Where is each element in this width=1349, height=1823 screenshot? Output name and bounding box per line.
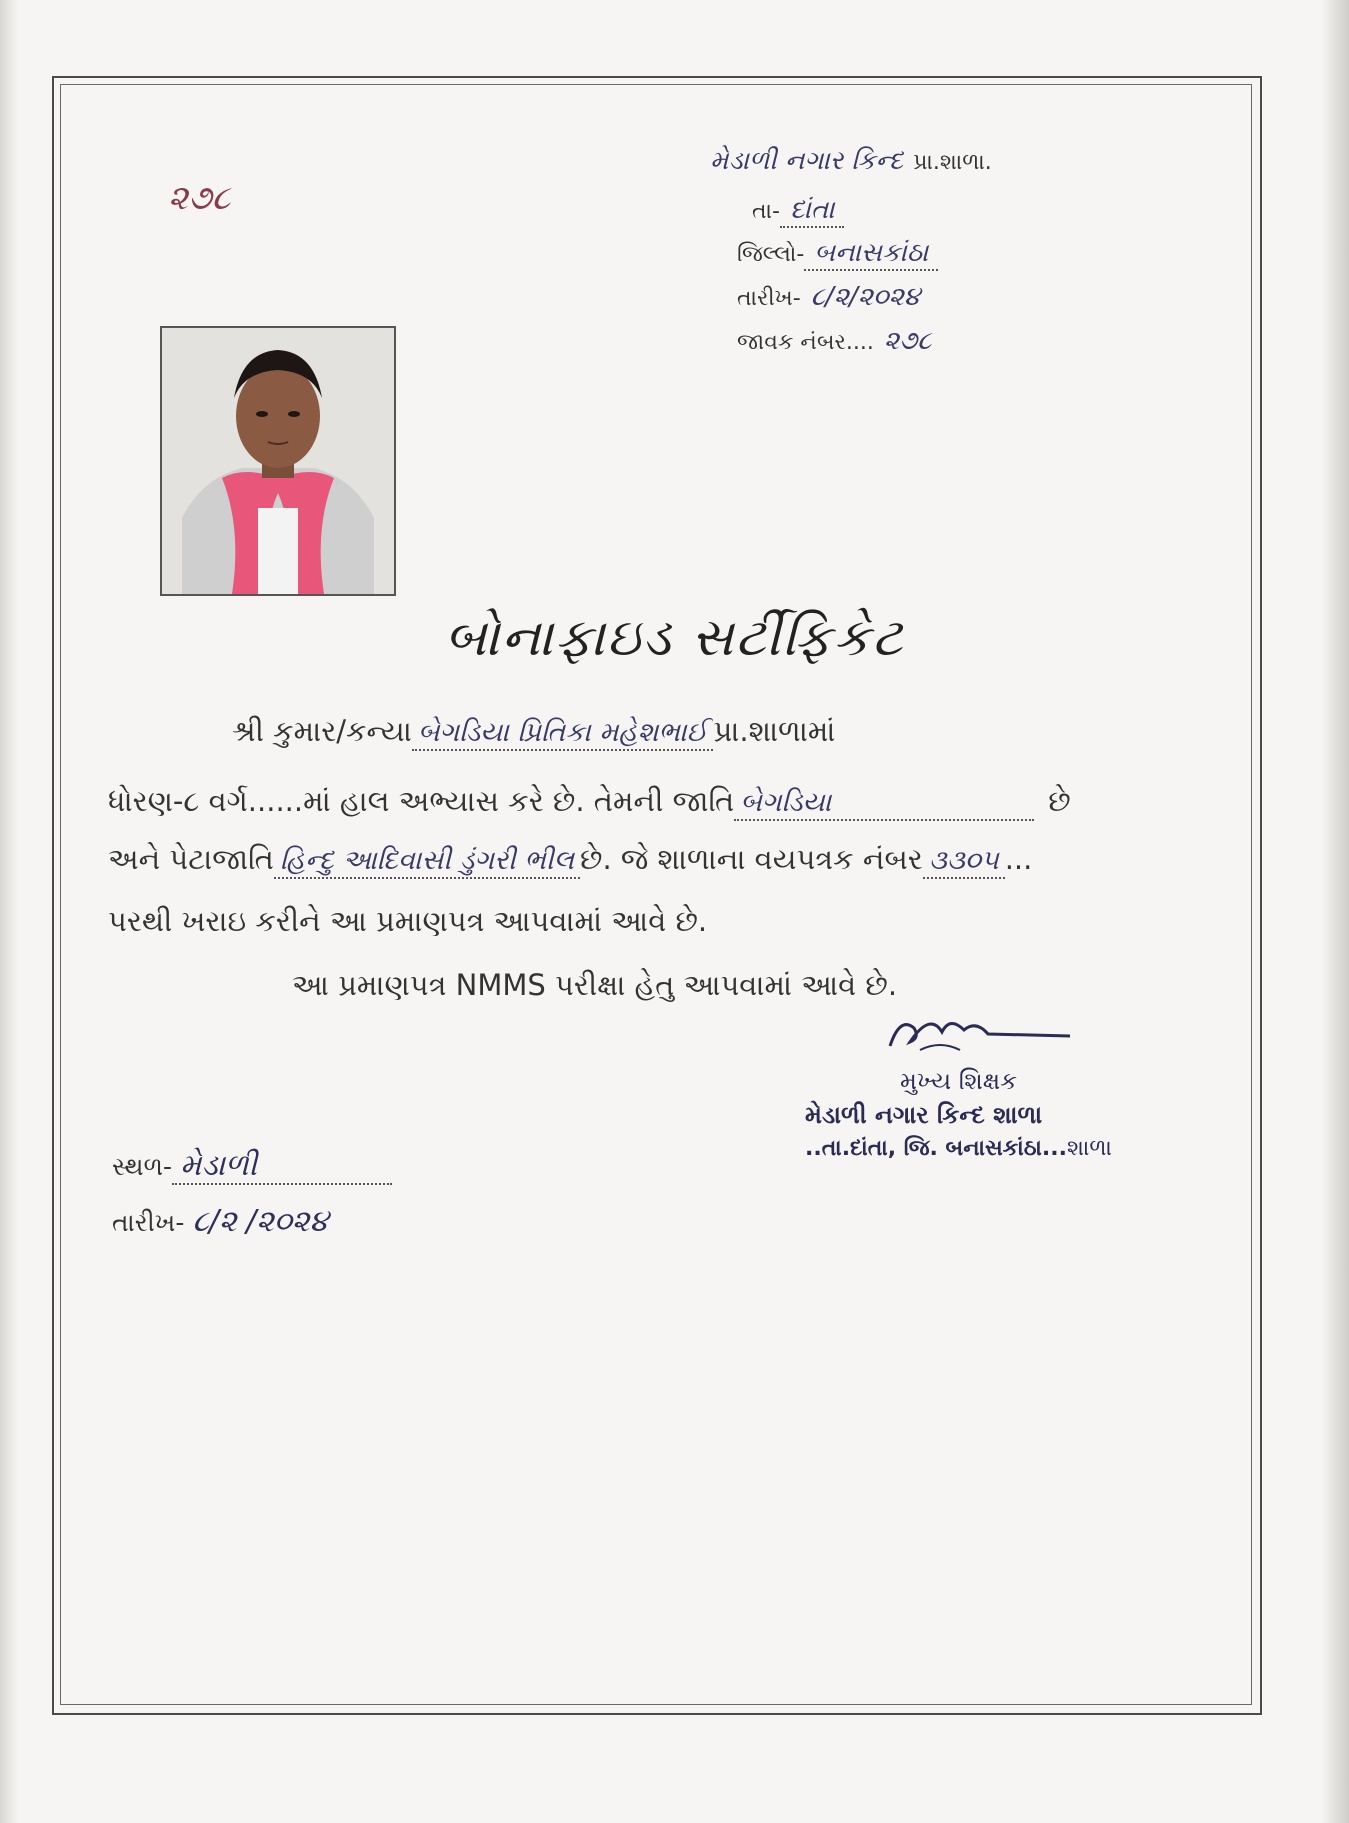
header-inward-label: જાવક નંબર.... <box>737 330 874 355</box>
footer-date-line <box>112 1204 336 1239</box>
stamp-school-name: મેડાળી નગાર કિન્દ શાળા <box>805 1101 1043 1129</box>
body-l3-suffix: ... <box>1004 842 1033 876</box>
body-l1-suffix: પ્રા.શાળામાં <box>713 714 836 748</box>
stamp-suffix: શાળા <box>1066 1136 1112 1161</box>
body-line-5: આ પ્રમાણપત્ર NMMS પરીક્ષા હેતુ આપવામાં આવે છે. <box>292 968 898 1002</box>
student-photo <box>160 326 396 596</box>
body-line-1 <box>232 714 835 751</box>
stamp-address-line <box>805 1132 1112 1166</box>
body-l3-prefix: અને પેટાજાતિ <box>108 842 274 876</box>
header-date-label: તારીખ- <box>737 286 801 311</box>
body-line-3 <box>108 842 1032 879</box>
footer-place-label: સ્થળ- <box>112 1152 173 1181</box>
certificate-title: બોનાફાઇડ સર્ટીફિકેટ <box>444 608 905 668</box>
footer-date-label: તારીખ- <box>112 1208 185 1237</box>
header-school-line <box>700 146 992 177</box>
header-taluka-value: દાંતા <box>789 195 835 225</box>
student-name-value: બેગડિયા પ્રિતિકા મહેશભાઈ <box>417 717 708 748</box>
header-school-suffix: પ્રા.શાળા. <box>913 150 992 175</box>
header-date-value: ૮/૨/૨૦૨૪ <box>810 282 921 312</box>
header-taluka-line <box>752 195 844 228</box>
footer-place-line <box>112 1148 392 1185</box>
header-taluka-label: તા- <box>752 199 780 224</box>
header-district-value: બનાસકાંઠા <box>814 238 929 268</box>
header-school-name: મેડાળી નગાર કિન્દ <box>710 146 904 176</box>
page-edge-left <box>0 0 18 1823</box>
footer-place-value: મેડાળી <box>180 1148 258 1183</box>
header-date-line <box>737 282 930 313</box>
body-line-4: પરથી ખરાઇ કરીને આ પ્રમાણપત્ર આપવામાં આવે છે. <box>108 904 708 938</box>
stamp-address: ..તા.દાંતા, જિ. બનાસકાંઠા... <box>805 1136 1067 1161</box>
header-district-label: જિલ્લો- <box>737 242 805 267</box>
header-district-line <box>737 238 938 271</box>
header-inward-value: ૨૭૮ <box>883 326 932 356</box>
signatory-designation: મુખ્ય શિક્ષક <box>900 1067 1018 1095</box>
body-l1-prefix: શ્રી કુમાર/કન્યા <box>232 714 412 748</box>
page-edge-right <box>1321 0 1349 1823</box>
body-l3-middle: છે. જે શાળાના વયપત્રક નંબર <box>580 842 923 876</box>
body-l2-suffix: છે <box>1048 784 1071 818</box>
body-l2-prefix: ધોરણ-૮ વર્ગ......માં હાલ અભ્યાસ કરે છે. તેમની જાતિ <box>108 784 735 818</box>
school-stamp <box>805 1064 1112 1166</box>
header-inward-line <box>737 326 941 357</box>
caste-value: બેગડિયા <box>740 787 832 818</box>
principal-signature <box>880 1006 1080 1056</box>
body-line-2 <box>108 784 1071 821</box>
subcaste-value: હિન્દુ આદિવાસી ડુંગરી ભીલ <box>279 845 575 876</box>
corner-inward-number: ૨૭૮ <box>168 178 231 218</box>
footer-date-value: ૮/૨ /૨૦૨૪ <box>192 1204 329 1239</box>
register-number-value: ૩૩૦૫ <box>928 845 999 876</box>
